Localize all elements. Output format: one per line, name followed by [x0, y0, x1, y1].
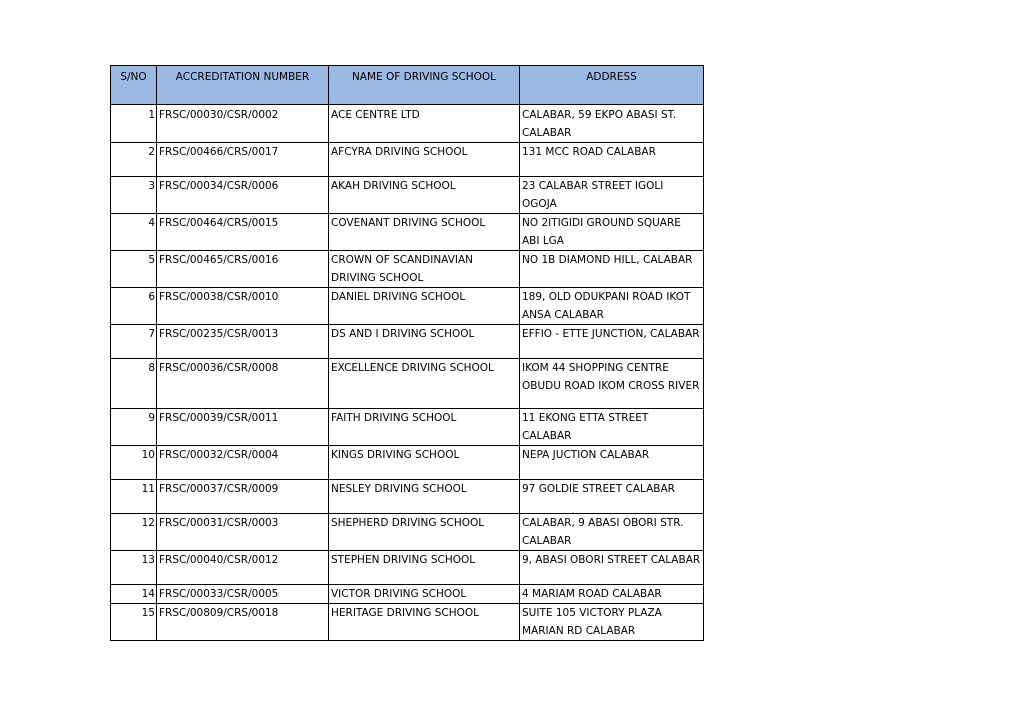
cell-address: NO 1B DIAMOND HILL, CALABAR	[520, 251, 704, 288]
cell-address: NO 2ITIGIDI GROUND SQUARE ABI LGA	[520, 214, 704, 251]
table-row	[111, 325, 704, 359]
cell-accreditation: FRSC/00465/CRS/0016	[157, 251, 329, 288]
table-row	[111, 143, 704, 177]
cell-school-name: ACE CENTRE LTD	[329, 105, 520, 143]
table-row	[111, 409, 704, 446]
cell-accreditation: FRSC/00030/CSR/0002	[157, 105, 329, 143]
cell-address: 4 MARIAM ROAD CALABAR	[520, 585, 704, 604]
table-body	[111, 105, 704, 641]
cell-address: IKOM 44 SHOPPING CENTRE OBUDU ROAD IKOM CROSS RIVER	[520, 359, 704, 409]
table-row	[111, 177, 704, 214]
cell-sno: 7	[111, 325, 157, 359]
cell-accreditation: FRSC/00036/CSR/0008	[157, 359, 329, 409]
table-row	[111, 214, 704, 251]
cell-accreditation: FRSC/00037/CSR/0009	[157, 480, 329, 514]
cell-address: CALABAR, 9 ABASI OBORI STR. CALABAR	[520, 514, 704, 551]
table-row	[111, 288, 704, 325]
table-row	[111, 251, 704, 288]
cell-school-name: CROWN OF SCANDINAVIAN DRIVING SCHOOL	[329, 251, 520, 288]
table-row	[111, 514, 704, 551]
cell-accreditation: FRSC/00466/CRS/0017	[157, 143, 329, 177]
cell-address: EFFIO - ETTE JUNCTION, CALABAR	[520, 325, 704, 359]
cell-school-name: HERITAGE DRIVING SCHOOL	[329, 604, 520, 641]
cell-school-name: NESLEY DRIVING SCHOOL	[329, 480, 520, 514]
cell-sno: 8	[111, 359, 157, 409]
cell-sno: 4	[111, 214, 157, 251]
cell-sno: 11	[111, 480, 157, 514]
cell-sno: 9	[111, 409, 157, 446]
header-address: ADDRESS	[520, 66, 704, 105]
cell-accreditation: FRSC/00038/CSR/0010	[157, 288, 329, 325]
cell-sno: 12	[111, 514, 157, 551]
cell-school-name: FAITH DRIVING SCHOOL	[329, 409, 520, 446]
cell-sno: 6	[111, 288, 157, 325]
header-school-name: NAME OF DRIVING SCHOOL	[329, 66, 520, 105]
table-row	[111, 604, 704, 641]
driving-schools-sheet	[110, 65, 704, 641]
cell-address: CALABAR, 59 EKPO ABASI ST. CALABAR	[520, 105, 704, 143]
cell-address: 23 CALABAR STREET IGOLI OGOJA	[520, 177, 704, 214]
cell-address: 131 MCC ROAD CALABAR	[520, 143, 704, 177]
table-row	[111, 551, 704, 585]
cell-accreditation: FRSC/00031/CSR/0003	[157, 514, 329, 551]
table-row	[111, 105, 704, 143]
cell-address: 11 EKONG ETTA STREET CALABAR	[520, 409, 704, 446]
table-row	[111, 585, 704, 604]
cell-accreditation: FRSC/00040/CSR/0012	[157, 551, 329, 585]
cell-accreditation: FRSC/00033/CSR/0005	[157, 585, 329, 604]
cell-school-name: DS AND I DRIVING SCHOOL	[329, 325, 520, 359]
cell-sno: 2	[111, 143, 157, 177]
cell-school-name: VICTOR DRIVING SCHOOL	[329, 585, 520, 604]
cell-school-name: KINGS DRIVING SCHOOL	[329, 446, 520, 480]
cell-sno: 1	[111, 105, 157, 143]
cell-accreditation: FRSC/00464/CRS/0015	[157, 214, 329, 251]
cell-sno: 3	[111, 177, 157, 214]
cell-school-name: EXCELLENCE DRIVING SCHOOL	[329, 359, 520, 409]
cell-address: NEPA JUCTION CALABAR	[520, 446, 704, 480]
cell-address: SUITE 105 VICTORY PLAZA MARIAN RD CALABAR	[520, 604, 704, 641]
cell-accreditation: FRSC/00235/CSR/0013	[157, 325, 329, 359]
cell-sno: 15	[111, 604, 157, 641]
table-row	[111, 446, 704, 480]
cell-school-name: SHEPHERD DRIVING SCHOOL	[329, 514, 520, 551]
cell-accreditation: FRSC/00034/CSR/0006	[157, 177, 329, 214]
cell-school-name: STEPHEN DRIVING SCHOOL	[329, 551, 520, 585]
header-sno: S/NO	[111, 66, 157, 105]
cell-sno: 10	[111, 446, 157, 480]
cell-school-name: COVENANT DRIVING SCHOOL	[329, 214, 520, 251]
header-accreditation-number: ACCREDITATION NUMBER	[157, 66, 329, 105]
cell-address: 9, ABASI OBORI STREET CALABAR	[520, 551, 704, 585]
cell-sno: 13	[111, 551, 157, 585]
cell-accreditation: FRSC/00032/CSR/0004	[157, 446, 329, 480]
cell-sno: 14	[111, 585, 157, 604]
cell-address: 97 GOLDIE STREET CALABAR	[520, 480, 704, 514]
cell-school-name: AKAH DRIVING SCHOOL	[329, 177, 520, 214]
cell-sno: 5	[111, 251, 157, 288]
cell-address: 189, OLD ODUKPANI ROAD IKOT ANSA CALABAR	[520, 288, 704, 325]
table-row	[111, 480, 704, 514]
cell-accreditation: FRSC/00809/CRS/0018	[157, 604, 329, 641]
header-row	[111, 66, 704, 105]
table-row	[111, 359, 704, 409]
cell-accreditation: FRSC/00039/CSR/0011	[157, 409, 329, 446]
driving-schools-table	[110, 65, 704, 641]
cell-school-name: AFCYRA DRIVING SCHOOL	[329, 143, 520, 177]
cell-school-name: DANIEL DRIVING SCHOOL	[329, 288, 520, 325]
table-header	[111, 66, 704, 105]
